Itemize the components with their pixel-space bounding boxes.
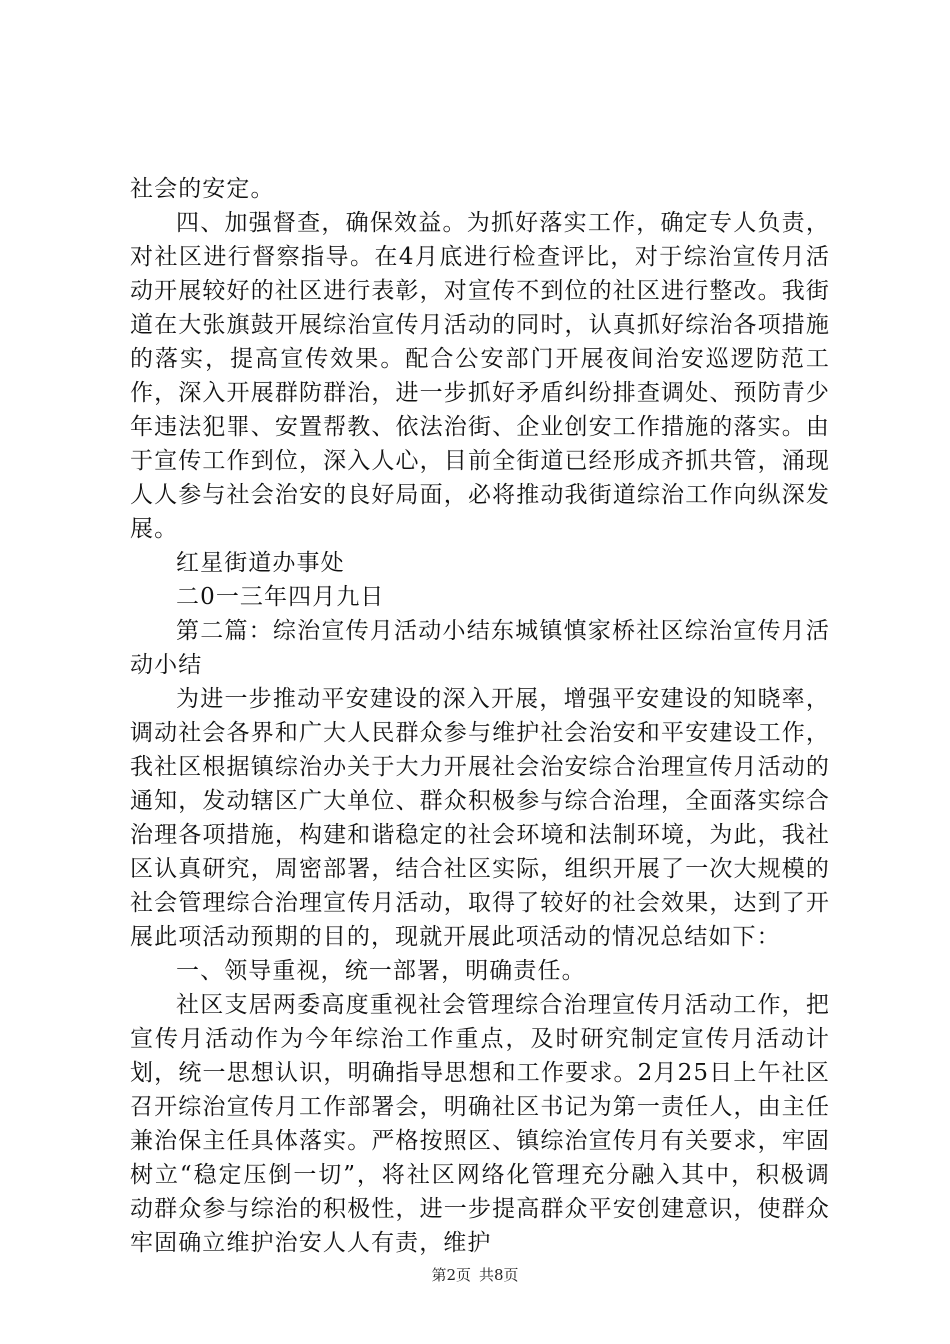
page-total: 共8页 [479,1266,519,1284]
page-footer [0,1265,950,1285]
paragraph: 社区支居两委高度重视社会管理综合治理宣传月活动工作，把宣传月活动作为今年综治工作重点，及时研究制定宣传月活动计划，统一思想认识，明确指导思想和工作要求。2月25日上午社区召开综治宣传月工作部署会，明确社区书记为第一责任人，由主任兼治保主任具体落实。严格按照区、镇综治宣传月有关要求，牢固树立“稳定压倒一切”，将社区网络化管理充分融入其中，积极调动群众参与综治的积极性，进一步提高群众平安创建意识，使群众牢固确立维护治安人人有责，维护 [130,992,830,1256]
document-body [130,172,830,1260]
signature-date: 二0一三年四月九日 [176,584,385,610]
paragraph: 社会的安定。 [130,176,275,202]
section-subheading: 一、领导重视，统一部署，明确责任。 [176,958,586,984]
page-number: 第2页 [431,1266,471,1284]
paragraph: 四、加强督查，确保效益。为抓好落实工作，确定专人负责，对社区进行督察指导。在4月底进行检查评比，对于综治宣传月活动开展较好的社区进行表彰，对宣传不到位的社区进行整改。我街道在大张旗鼓开展综治宣传月活动的同时，认真抓好综治各项措施的落实，提高宣传效果。配合公安部门开展夜间治安巡逻防范工作，深入开展群防群治，进一步抓好矛盾纠纷排查调处、预防青少年违法犯罪、安置帮教、依法治街、企业创安工作措施的落实。由于宣传工作到位，深入人心，目前全街道已经形成齐抓共管，涌现人人参与社会治安的良好局面，必将推动我街道综治工作向纵深发展。 [130,210,830,542]
paragraph: 为进一步推动平安建设的深入开展，增强平安建设的知晓率，调动社会各界和广大人民群众参与维护社会治安和平安建设工作，我社区根据镇综治办关于大力开展社会治安综合治理宣传月活动的通知，发动辖区广大单位、群众积极参与综合治理，全面落实综合治理各项措施，构建和谐稳定的社会环境和法制环境，为此，我社区认真研究，周密部署，结合社区实际，组织开展了一次大规模的社会管理综合治理宣传月活动，取得了较好的社会效果，达到了开展此项活动预期的目的，现就开展此项活动的情况总结如下： [130,686,830,950]
signature-organization: 红星街道办事处 [176,550,345,576]
section-heading: 第二篇：综治宣传月活动小结东城镇慎家桥社区综治宣传月活动小结 [130,618,830,678]
